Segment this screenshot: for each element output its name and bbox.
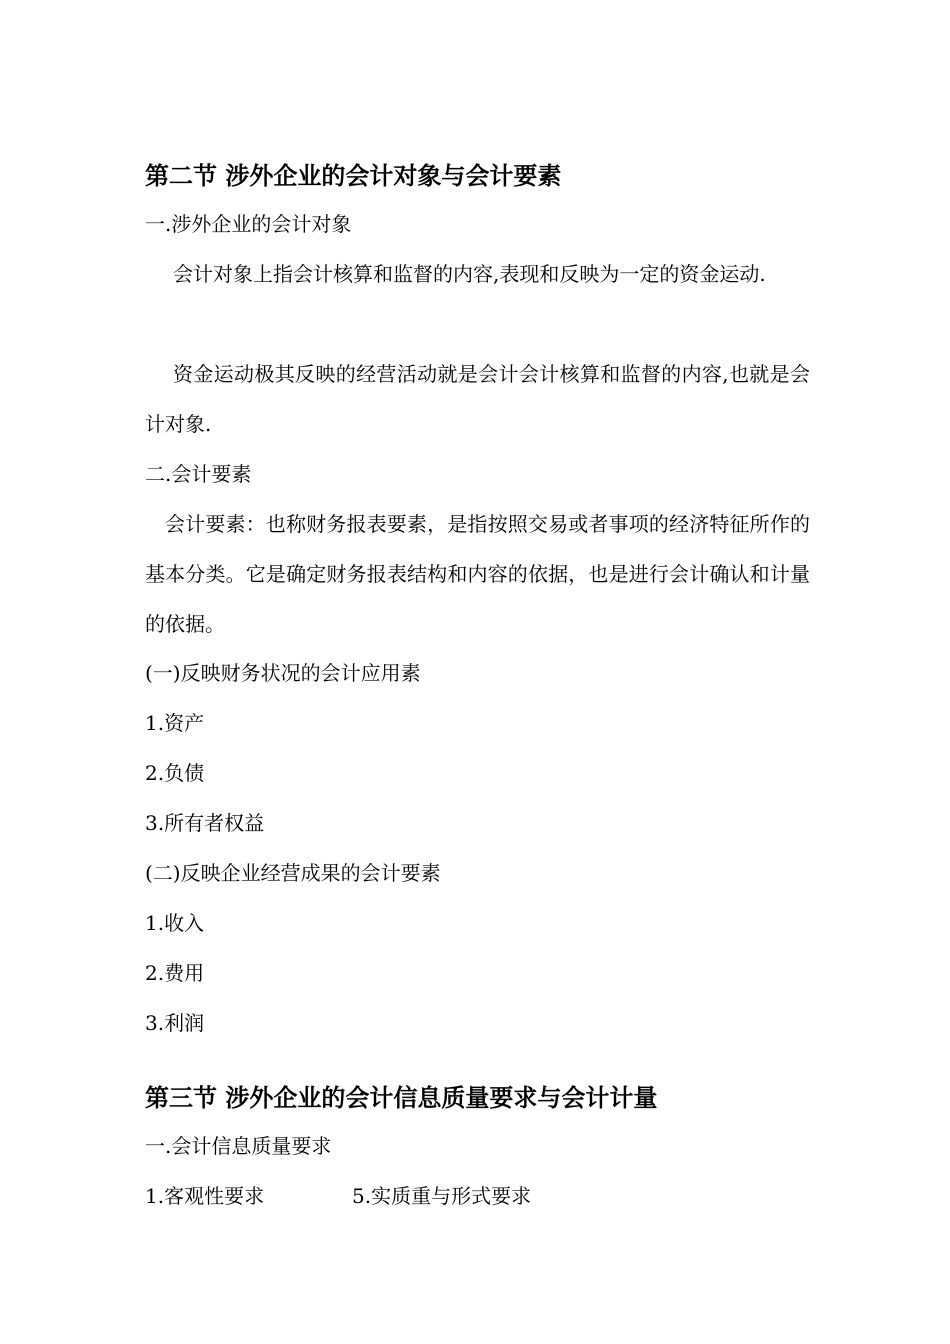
list-item: 2.负债 (145, 761, 205, 785)
section-2-heading: 第二节 涉外企业的会计对象与会计要素 (145, 162, 562, 190)
subheading-accounting-object: 一.涉外企业的会计对象 (145, 212, 352, 236)
paragraph-accounting-elements-definition: 会计要素：也称财务报表要素，是指按照交易或者事项的经济特征所作的基本分类。它是确定财务报表结构和内容的依据，也是进行会计确认和计量的依据。 (145, 512, 810, 636)
group-financial-position-title: (一)反映财务状况的会计应用素 (145, 661, 421, 685)
paragraph-fund-movement: 资金运动极其反映的经营活动就是会计会计核算和监督的内容,也就是会计对象. (145, 362, 810, 436)
list-item: 1.收入 (145, 911, 205, 935)
list-item-objectivity: 1.客观性要求 (145, 1184, 265, 1208)
list-item: 2.费用 (145, 961, 205, 985)
section-3-heading: 第三节 涉外企业的会计信息质量要求与会计计量 (145, 1084, 658, 1112)
list-item: 3.利润 (145, 1011, 205, 1035)
subheading-accounting-elements: 二.会计要素 (145, 462, 252, 486)
group-operating-results-title: (二)反映企业经营成果的会计要素 (145, 861, 441, 885)
list-item: 3.所有者权益 (145, 811, 265, 835)
subheading-information-quality: 一.会计信息质量要求 (145, 1134, 332, 1158)
list-item: 1.资产 (145, 711, 205, 735)
paragraph-accounting-object: 会计对象上指会计核算和监督的内容,表现和反映为一定的资金运动. (173, 262, 766, 286)
list-item-substance-over-form: 5.实质重与形式要求 (352, 1184, 532, 1208)
